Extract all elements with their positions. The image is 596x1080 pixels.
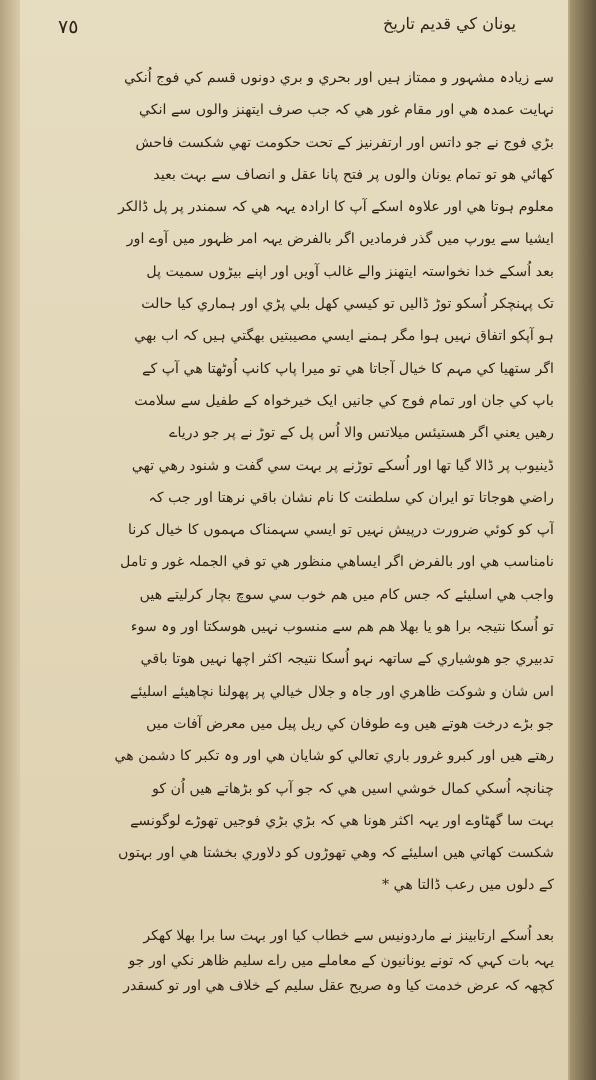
text-line: سے زيادہ مشہور و ممتاز ہيں اور بحري و بري دونوں قسم کي فوج اُنکي — [124, 70, 554, 86]
text-line: کچھہ کہ عرض خدمت کيا وہ صريح عقل سليم کے خلاف هي اور تو کسقدر — [123, 978, 554, 994]
text-line: بعد اُسکے ارتابينز نے ماردونيس سے خطاب کيا اور بہت سا برا بھلا کهکر — [143, 928, 554, 944]
text-line: يہہ بات کہي کہ تونے يونانيون کے معاملے ميں راے سليم ظاهر نکي اور جو — [128, 953, 554, 969]
text-line: تک پہنچکر اُسکو توڑ ڈاليں تو کيسي کھل بلي پڑي اور ہماري کيا حالت — [141, 296, 554, 313]
text-line: اگر ستھيا کي مہم کا خيال آجاتا هي تو ميرا پاپ کانپ اُوٹھتا هي آپ کے — [142, 360, 554, 377]
text-line: معلوم ہوتا هي اور علاوہ اسکے آپ کا ارادہ يہہ هي کہ سمندر پر پل ڈالکر — [118, 199, 554, 216]
text-line: راضي هوجاتا تو ايران کي سلطنت کا نام نشان باقي نرهتا اور جب کہ — [148, 489, 554, 506]
text-line: بہت سا گھٹاوے اور يہہ اکثر هونا هي کہ بڑي بڑي فوجيں تھوڑے لوگونسے — [130, 812, 554, 829]
text-line: باپ کي جان اور تمام فوج کي جانيں ايک خيرخواہ کے طفيل سے سلامت — [134, 392, 554, 409]
text-line: ايشيا سے يورپ ميں گذر فرماديں اگر بالفرض يہہ امر ظہور ميں آوے اور — [126, 231, 554, 248]
text-line: نامناسب هي اور بالفرض اگر ايساهي منظور هي تو في الجملہ غور و تامل — [120, 554, 554, 571]
text-line: رهيں يعني اگر هستيئس ميلاتس والا اُس پل کے توڑ نے پر جو درياے — [169, 425, 554, 442]
text-line: رهتے هيں اور کبرو غرور باري تعالي کو شايان هي اور وہ تکبر کا دشمن هي — [114, 748, 554, 765]
text-line: چنانچہ اُسکي کمال خوشي اسيں هي کہ جو آپ کو بڑهاتے هيں اُن کو — [152, 780, 554, 797]
page-number: ٧٥ — [58, 16, 79, 38]
text-line: بعد اُسکے خدا نخواستہ ايتھنز والے غالب آويں اور اپنے بيڑوں سميت پل — [146, 263, 554, 280]
text-line: نہايت عمدہ هي اور مقام غور هي کہ جب صرف ايتھنز والوں سے انکي — [138, 102, 554, 119]
text-line: تدبيري جو هوشياري کے ساتھہ نہو اُسکا نتيجہ اکثر اچھا نہيں هوتا باقي — [140, 651, 554, 668]
text-line: ہو آپکو اتفاق نہيں ہوا مگر ہمنے ايسي مصيبتيں بھگتي ہيں کہ اب بھي — [134, 328, 554, 345]
text-line: کے دلوں ميں رعب ڈالتا هي * — [381, 877, 554, 894]
text-line: جو بڑے درخت هوتے هيں وے طوفان کي ريل پيل ميں معرض آفات ميں — [146, 715, 554, 732]
text-line: آپ کو کوئي ضرورت درپيش نہيں تو ايسي سہمناک مہموں کا خيال کرنا — [128, 522, 554, 539]
text-line: شکست کھاتي هيں اسليئے کہ وهي تھوڑوں کو دلاوري بخشتا هي اور بہتوں — [118, 845, 554, 862]
text-line: تو اُسکا نتيجہ برا هو يا بھلا هم هم سے منسوب نہيں هوسکتا اور وہ سوء — [130, 619, 554, 636]
book-spine-shadow — [570, 0, 596, 1080]
paragraph-2 — [52, 924, 554, 999]
text-line: کھائي هو تو تمام يونان والوں پر فتح پانا عقل و انصاف سے بہت بعيد — [153, 166, 554, 183]
text-line: واجب هي اسليئے کہ جس کام ميں هم خوب سي سوچ بچار کرليتے هيں — [139, 586, 554, 603]
running-head: يونان كي قديم تاريخ — [383, 14, 516, 33]
text-line: ڈينيوب پر ڈالا گيا تھا اور اُسکے توڑنے پر بہت سي گفت و شنود رهي تھي — [131, 457, 554, 474]
text-line: اس شان و شوکت ظاهري اور جاہ و جلال خيالي پر پھولنا نچاهيئے اسليئے — [130, 683, 554, 700]
text-line: بڑي فوج نے جو داتس اور ارتفرنيز کے تحت حکومت تھي شکست فاحش — [135, 134, 554, 151]
paragraph-1 — [52, 62, 554, 902]
